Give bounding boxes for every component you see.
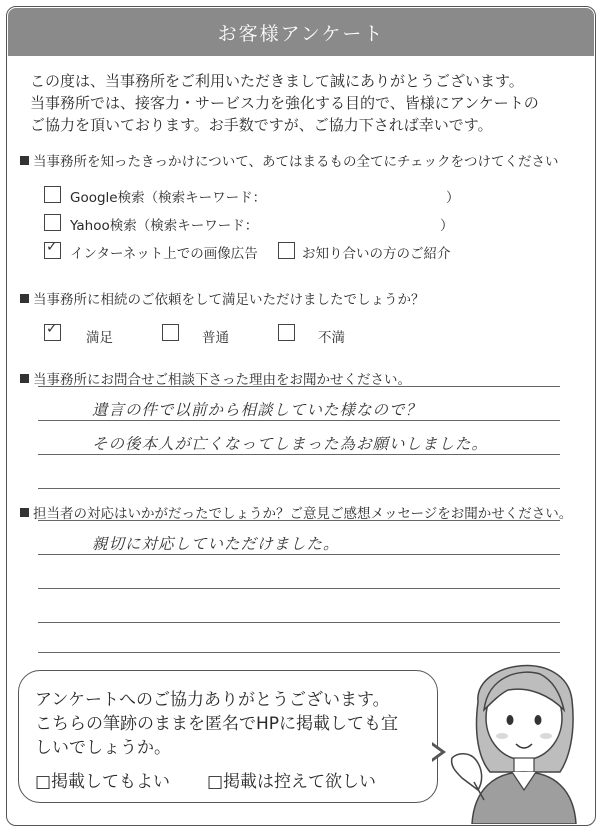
bullet-square-icon <box>20 508 29 517</box>
option-referral-label: お知り合いの方のご紹介 <box>302 246 451 262</box>
survey-title: お客様アンケート <box>217 22 385 45</box>
checkbox-unsatisfied[interactable] <box>278 324 295 341</box>
bubble-tail-inner <box>430 744 441 760</box>
checkbox-average[interactable] <box>162 324 179 341</box>
answer-line <box>38 420 560 421</box>
intro-line: ご協力を頂いております。お手数ですが、ご協力下されば幸いです。 <box>30 116 493 134</box>
intro-text <box>30 70 580 136</box>
intro-line: 当事務所では、接客力・サービス力を強化する目的で、皆様にアンケートの <box>30 94 539 112</box>
consent-option-no[interactable]: □掲載は控えて欲しい <box>207 772 377 792</box>
answer-line <box>38 622 560 623</box>
survey-header <box>8 8 594 56</box>
checkbox-google[interactable] <box>44 186 61 203</box>
option-google-close: ） <box>446 190 460 206</box>
bubble-line: しいでしょうか。 <box>35 738 171 758</box>
consent-option-yes[interactable]: □掲載してもよい <box>35 772 171 792</box>
option-satisfied-label: 満足 <box>86 330 113 346</box>
bullet-square-icon <box>20 294 29 303</box>
consent-speech-bubble <box>18 670 438 803</box>
answer-line <box>38 588 560 589</box>
answer-line <box>38 386 560 387</box>
answer-line <box>38 454 560 455</box>
option-yahoo-close: ） <box>440 218 454 234</box>
answer-line <box>38 554 560 555</box>
question-1 <box>20 150 559 170</box>
bullet-square-icon <box>20 374 29 383</box>
question-4 <box>20 502 572 522</box>
option-google-label: Google検索（検索キーワード： <box>70 190 267 206</box>
option-average-label: 普通 <box>202 330 229 346</box>
question-2 <box>20 288 425 308</box>
bullet-square-icon <box>20 156 29 165</box>
option-image-ad-label: インターネット上での画像広告 <box>70 246 258 262</box>
intro-line: この度は、当事務所をご利用いただきまして誠にありがとうございます。 <box>30 72 524 90</box>
question-4-text: 担当者の対応はいかがだったでしょうか？ご意見ご感想メッセージをお聞かせください。 <box>33 506 573 522</box>
answer-line <box>38 488 560 489</box>
handwritten-answer-3-line-2: その後本人が亡くなってしまった為お願いしました。 <box>92 435 489 453</box>
question-3-text: 当事務所にお問合せご相談下さった理由をお聞かせください。 <box>33 372 411 388</box>
handwritten-answer-3-line-1: 遺言の件で以前から相談していた様なので？ <box>92 401 423 419</box>
bubble-line: こちらの筆跡のままを匿名でHPに掲載しても宜 <box>35 714 399 734</box>
question-1-text: 当事務所を知ったきっかけについて、あてはまるもの全てにチェックをつけてください <box>33 154 559 170</box>
question-3 <box>20 368 411 388</box>
checkbox-satisfied[interactable] <box>44 324 61 341</box>
answer-line <box>38 520 560 521</box>
checkbox-referral[interactable] <box>278 242 295 259</box>
handwritten-answer-4: 親切に対応していただけました。 <box>92 535 340 553</box>
staff-mascot-illustration <box>448 640 596 824</box>
bubble-line: アンケートへのご協力ありがとうございます。 <box>35 690 390 710</box>
checkbox-yahoo[interactable] <box>44 214 61 231</box>
option-yahoo-label: Yahoo検索（検索キーワード： <box>70 218 259 234</box>
option-unsatisfied-label: 不満 <box>318 330 345 346</box>
checkbox-image-ad[interactable] <box>44 242 61 259</box>
question-2-text: 当事務所に相続のご依頼をして満足いただけましたでしょうか？ <box>33 292 425 308</box>
